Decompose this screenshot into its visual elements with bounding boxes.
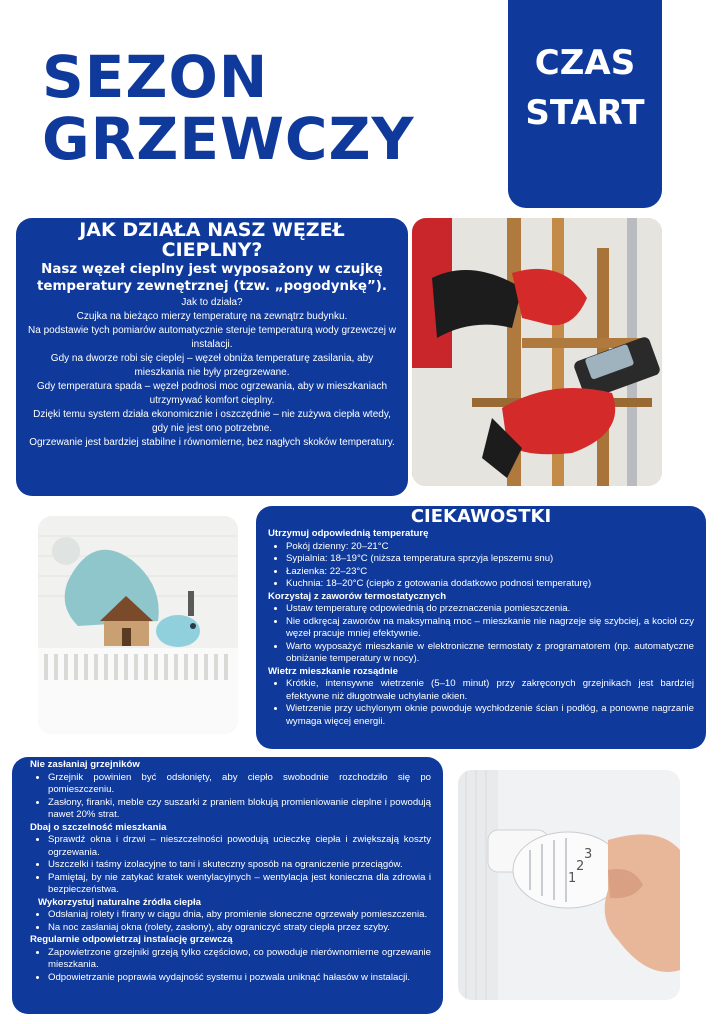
list-item: • Uszczelki i taśmy izolacyjne to tani i skuteczny sposób na ograniczenie przeciągów. [48,859,431,872]
how-line: Gdy na dworze robi się cieplej – węzeł obniża temperaturę zasilania, aby mieszkania nie były przegrzewane. [50,353,374,378]
heating-node-technician-photo [412,218,662,486]
list-item: • Zasłony, firanki, meble czy suszarki z praniem blokują promieniowanie cieplne i powodują nawet 20% strat. [48,797,431,822]
tips-section-title: Dbaj o szczelność mieszkania [30,821,167,833]
tag-line-1: CZAS [534,43,636,83]
tips-list [30,772,431,822]
trivia-list [268,603,694,666]
list-item: • Na noc zasłaniaj okna (rolety, zasłony), aby ograniczyć straty ciepła przez szyby. [48,922,431,935]
how-it-works-heading: JAK DZIAŁA NASZ WĘZEŁ CIEPLNY? [79,219,345,261]
tips-section-title: Wykorzystuj naturalne źródła ciepła [38,896,201,908]
tips-panel [12,757,443,1014]
list-item: • Wietrzenie przy uchylonym oknie powoduje wychłodzenie ścian i podłóg, a ponowne nagrzanie wymaga więcej energii. [286,703,694,728]
tips-section-title: Nie zasłaniaj grzejników [30,759,140,770]
title-line-2: GRZEWCZY [42,105,415,173]
how-line: Na podstawie tych pomiarów automatycznie steruje temperaturą wody grzewczej w instalacji. [28,325,396,350]
list-item: • Zapowietrzone grzejniki grzeją tylko częściowo, co powoduje nierównomierne ogrzewanie mieszkania. [48,947,431,972]
page-title [42,43,415,173]
how-line: Ogrzewanie jest bardziej stabilne i równomierne, bez nagłych skoków temperatury. [29,437,395,448]
trivia-section-title: Utrzymuj odpowiednią temperaturę [268,528,429,539]
tips-list [30,909,431,934]
how-it-works-lead: Nasz węzeł cieplny jest wyposażony w czujkę temperatury zewnętrznej (tzw. „pogodynkę”). [37,262,387,294]
how-line: Czujka na bieżąco mierzy temperaturę na zewnątrz budynku. [76,311,348,322]
how-it-works-panel [16,218,408,496]
list-item: • Łazienka: 22–23°C [286,566,694,579]
valve-mark-3: 3 [584,847,593,862]
list-item: • Krótkie, intensywne wietrzenie (5–10 minut) przy zakręconych grzejnikach jest bardziej efektywne niż długotrwałe uchylanie okien. [286,678,694,703]
list-item: • Odpowietrzanie poprawia wydajność systemu i pozwala uniknąć hałasów w instalacji. [48,972,431,985]
how-line: Jak to działa? [181,297,243,308]
trivia-section-title: Wietrz mieszkanie rozsądnie [268,665,399,677]
how-it-works-body [26,296,398,450]
start-tag [508,0,662,208]
trivia-heading: CIEKAWOSTKI [410,506,552,527]
list-item: • Pokój dzienny: 20–21°C [286,541,694,554]
list-item: • Sprawdź okna i drzwi – nieszczelności powodują ucieczkę ciepła i zwiększają koszty ogrzewania. [48,834,431,859]
how-line: Gdy temperatura spada – węzeł podnosi moc ogrzewania, aby w mieszkaniach utrzymywać komfort cieplny. [36,381,388,406]
list-item: • Nie odkręcaj zaworów na maksymalną moc – mieszkanie nie nagrzeje się szybciej, a kocioł czy węzeł pracuje mniej efektywnie. [286,616,694,641]
tips-list [30,834,431,897]
tips-section-title: Regularnie odpowietrzaj instalację grzewczą [30,934,233,945]
list-item: • Odsłaniaj rolety i firany w ciągu dnia, aby promienie słoneczne ogrzewały pomieszczenia. [48,909,431,922]
list-item: • Grzejnik powinien być odsłonięty, aby ciepło swobodnie rozchodziło się po pomieszczeniu. [48,772,431,797]
trivia-list [268,541,694,591]
trivia-panel [256,506,706,749]
technician-illustration [412,218,662,486]
valve-mark-1: 1 [568,871,577,886]
tips-list [30,947,431,985]
list-item: • Pamiętaj, by nie zatykać kratek wentylacyjnych – wentylacja jest konieczna dla zdrowia i bezpieczeństwa. [48,872,431,897]
list-item: • Ustaw temperaturę odpowiednią do przeznaczenia pomieszczenia. [286,603,694,616]
trivia-section-title: Korzystaj z zaworów termostatycznych [268,590,447,602]
how-line: Dzięki temu system działa ekonomicznie i oszczędnie – nie zużywa ciepła wtedy, gdy nie jest ono potrzebne. [33,409,391,434]
house-on-radiator-photo [38,516,238,734]
tag-line-2: START [525,93,645,133]
trivia-list [268,678,694,728]
title-line-1: SEZON [42,43,269,111]
list-item: • Kuchnia: 18–20°C (ciepło z gotowania dodatkowo podnosi temperaturę) [286,578,694,591]
thermostat-valve-photo [458,770,680,1000]
thermostat-illustration [458,770,680,1000]
list-item: • Sypialnia: 18–19°C (niższa temperatura sprzyja lepszemu snu) [286,553,694,566]
valve-mark-2: 2 [576,859,585,874]
house-hat-illustration [38,516,238,734]
list-item: • Warto wyposażyć mieszkanie w elektroniczne termostaty z programatorem (np. automatyczne obniżanie temperatury w nocy). [286,641,694,666]
